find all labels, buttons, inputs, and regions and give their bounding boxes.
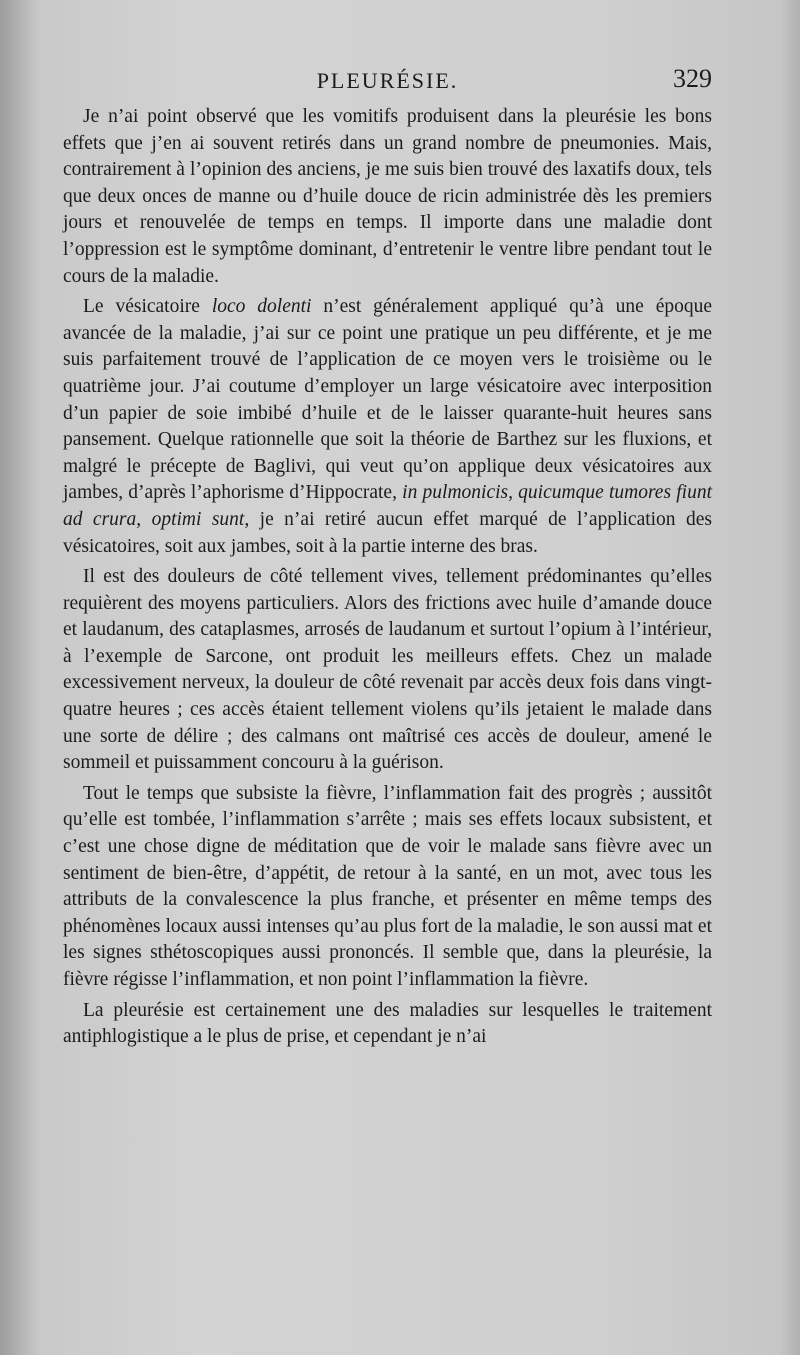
paragraph bbox=[63, 564, 712, 777]
chapter-title: PLEURÉSIE. bbox=[316, 68, 459, 93]
paragraph bbox=[63, 781, 712, 994]
body-text bbox=[63, 104, 712, 1051]
paragraph bbox=[63, 294, 712, 560]
hippocrates-aphorism: in pulmonicis, quicumque tumores fiunt ad crura, optimi sunt bbox=[63, 482, 712, 530]
text-run: Tout le temps que subsiste la fièvre, l’inflammation fait des progrès ; aussitôt qu’elle est tombée, l’inflammation s’arrête ; mais ses effets locaux subsistent, et c’est une chose digne de méditation que de voir le malade sans fièvre avec un sentiment de bien-être, d’appétit, de retour à la santé, en un mot, avec tous les attributs de la convalescence la plus franche, et présenter en même temps des phénomènes locaux aussi intenses qu’au plus fort de la maladie, le son aussi mat et les signes sthétoscopiques aussi prononcés. Il semble que, dans la pleurésie, la fièvre régisse l’inflammation, et non point l’inflammation la fièvre. bbox=[63, 782, 712, 990]
text-run: La pleurésie est certainement une des maladies sur lesquelles le traitement antiphlogistique a le plus de prise, et cependant je n’ai bbox=[63, 999, 712, 1048]
paragraph bbox=[63, 104, 712, 290]
text-run: Le vésicatoire bbox=[83, 296, 212, 318]
text-run: Je n’ai point observé que les vomitifs produisent dans la pleurésie les bons effets que j’en ai souvent retirés dans un grand nombre de pneumonies. Mais, contrairement à l’opinion des anciens, je me suis bien trouvé des laxatifs doux, tels que deux onces de manne ou d’huile douce de ricin administrée dès les premiers jours et renouvelée de temps en temps. Il importe dans une maladie dont l’oppression est le symptôme dominant, d’entretenir le ventre libre pendant tout le cours de la maladie. bbox=[63, 106, 712, 287]
text-run: n’est généralement appliqué qu’à une époque avancée de la maladie, j’ai sur ce point une pratique un peu différente, et je me suis parfaitement trouvé de l’application de ce moyen vers le troisième ou le quatrième jour. J’ai coutume d’employer un large vésicatoire avec interposition d’un papier de soie imbibé d’huile et de le laisser quarante-huit heures sans pansement. Quelque rationnelle que soit la théorie de Barthez sur les fluxions, et malgré le précepte de Baglivi, qui veut qu’on applique deux vésicatoires aux jambes, d’après l’aphorisme d’Hippocrate, bbox=[63, 296, 713, 504]
page-number: 329 bbox=[673, 64, 712, 93]
running-header bbox=[63, 60, 712, 104]
text-run: Il est des douleurs de côté tellement vives, tellement prédominantes qu’elles requièrent des moyens particuliers. Alors des frictions avec huile d’amande douce et laudanum, des cataplasmes, arrosés de laudanum et surtout l’opium à l’intérieur, à l’exemple de Sarcone, ont produit les meilleurs effets. Chez un malade excessivement nerveux, la douleur de côté revenait par accès deux fois dans vingt-quatre heures ; ces accès étaient tellement violens qu’ils jetaient le malade dans une sorte de délire ; des calmans ont maîtrisé ces accès de douleur, amené le sommeil et puissamment concouru à la guérison. bbox=[63, 566, 712, 774]
paragraph bbox=[63, 998, 712, 1051]
latin-phrase: loco dolenti bbox=[211, 296, 312, 318]
text-run: , je n’ai retiré aucun effet marqué de l’application des vésicatoires, soit aux jambes, soit à la partie interne des bras. bbox=[63, 508, 712, 557]
